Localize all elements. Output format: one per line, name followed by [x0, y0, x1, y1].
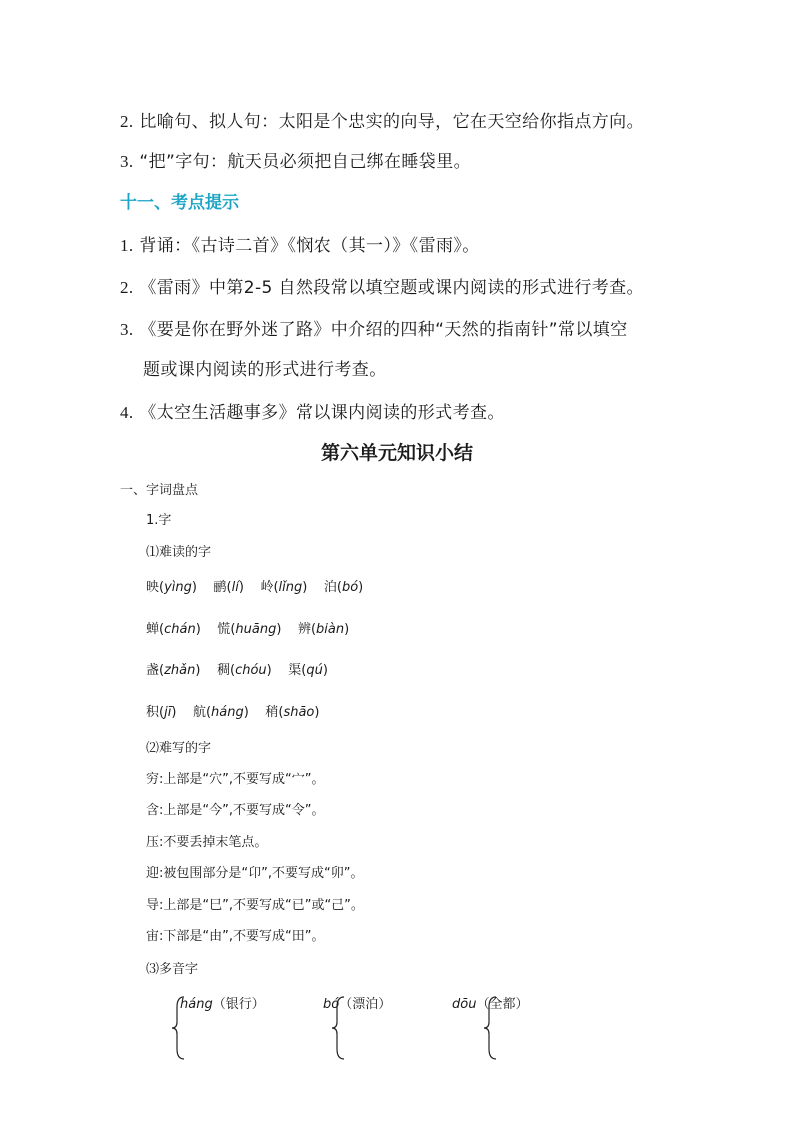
item-text: 《要是你在野外迷了路》中介绍的四种“天然的指南针”常以填空 [139, 320, 628, 340]
char-entry: 渠(qú) [288, 663, 328, 678]
polyphone-entry: háng（银行） [180, 997, 265, 1012]
char-entry: 泊(bó) [323, 580, 364, 595]
tip-item-1 [120, 231, 480, 256]
char-entry: 辨(biàn) [297, 622, 350, 637]
item-text: “把”字句：航天员必须把自己绑在睡袋里。 [139, 152, 471, 172]
hard-write-line: 宙:下部是“由”,不要写成“田”。 [146, 929, 325, 944]
hard-read-row [146, 701, 319, 720]
section-heading: 十一、考点提示 [120, 193, 239, 213]
item-text: 背诵：《古诗二首》《悯农（其一）》《雷雨》。 [139, 236, 480, 256]
tip-item-2 [120, 273, 644, 298]
char-entry: 稍(shāo) [265, 705, 320, 720]
brace-icon [482, 995, 498, 1061]
char-entry: 鹂(lí) [213, 580, 244, 595]
item-number: 3. [120, 320, 134, 339]
item-text: 《太空生活趣事多》常以课内阅读的形式考查。 [139, 403, 505, 423]
tip-item-3 [120, 315, 628, 340]
hard-write-line: 导:上部是“巳”,不要写成“已”或“己”。 [146, 898, 364, 913]
item-text: 比喻句、拟人句：太阳是个忠实的向导，它在天空给你指点方向。 [139, 112, 644, 132]
char-entry: 岭(lǐng) [260, 580, 308, 595]
hard-read-row [146, 618, 349, 637]
sentence-item-3 [120, 147, 471, 172]
hard-write-label: ⑵难写的字 [146, 741, 212, 756]
brace-icon [170, 995, 186, 1061]
hard-read-row [146, 659, 328, 678]
hard-write-line: 含:上部是“今”,不要写成“令”。 [146, 803, 325, 818]
char-entry: 蝉(chán) [146, 622, 201, 637]
char-entry: 积(jī) [146, 705, 177, 720]
sentence-item-2 [120, 107, 644, 132]
item-number: 3. [120, 152, 134, 171]
hard-read-label: ⑴难读的字 [146, 545, 212, 560]
char-entry: 映(yìng) [146, 580, 197, 595]
hard-write-line: 穷:上部是“穴”,不要写成“宀”。 [146, 772, 325, 787]
tip-item-4 [120, 398, 505, 423]
char-entry: 航(háng) [192, 705, 249, 720]
sub-heading: 1.字 [146, 513, 172, 528]
item-number: 1. [120, 236, 134, 255]
item-number: 2. [120, 278, 134, 297]
char-entry: 稠(chóu) [216, 663, 272, 678]
tip-item-3-continued: 题或课内阅读的形式进行考查。 [143, 360, 387, 380]
polyphone-label: ⑶多音字 [146, 962, 199, 977]
item-text: 《雷雨》中第2-5 自然段常以填空题或课内阅读的形式进行考查。 [139, 278, 644, 298]
hard-write-line: 迎:被包围部分是“卬”,不要写成“卯”。 [146, 866, 364, 881]
item-number: 2. [120, 112, 134, 131]
brace-icon [330, 995, 346, 1061]
part-heading: 一、字词盘点 [120, 483, 199, 498]
char-entry: 慌(huāng) [217, 622, 282, 637]
hard-write-line: 压:不要丢掉末笔点。 [146, 835, 268, 850]
polyphone-entry: dōu（全都） [452, 997, 529, 1012]
hard-read-row [146, 576, 363, 595]
char-entry: 盏(zhǎn) [146, 663, 201, 678]
polyphone-entry: bó（漂泊） [323, 997, 392, 1012]
item-number: 4. [120, 403, 134, 422]
page-title: 第六单元知识小结 [320, 442, 473, 464]
